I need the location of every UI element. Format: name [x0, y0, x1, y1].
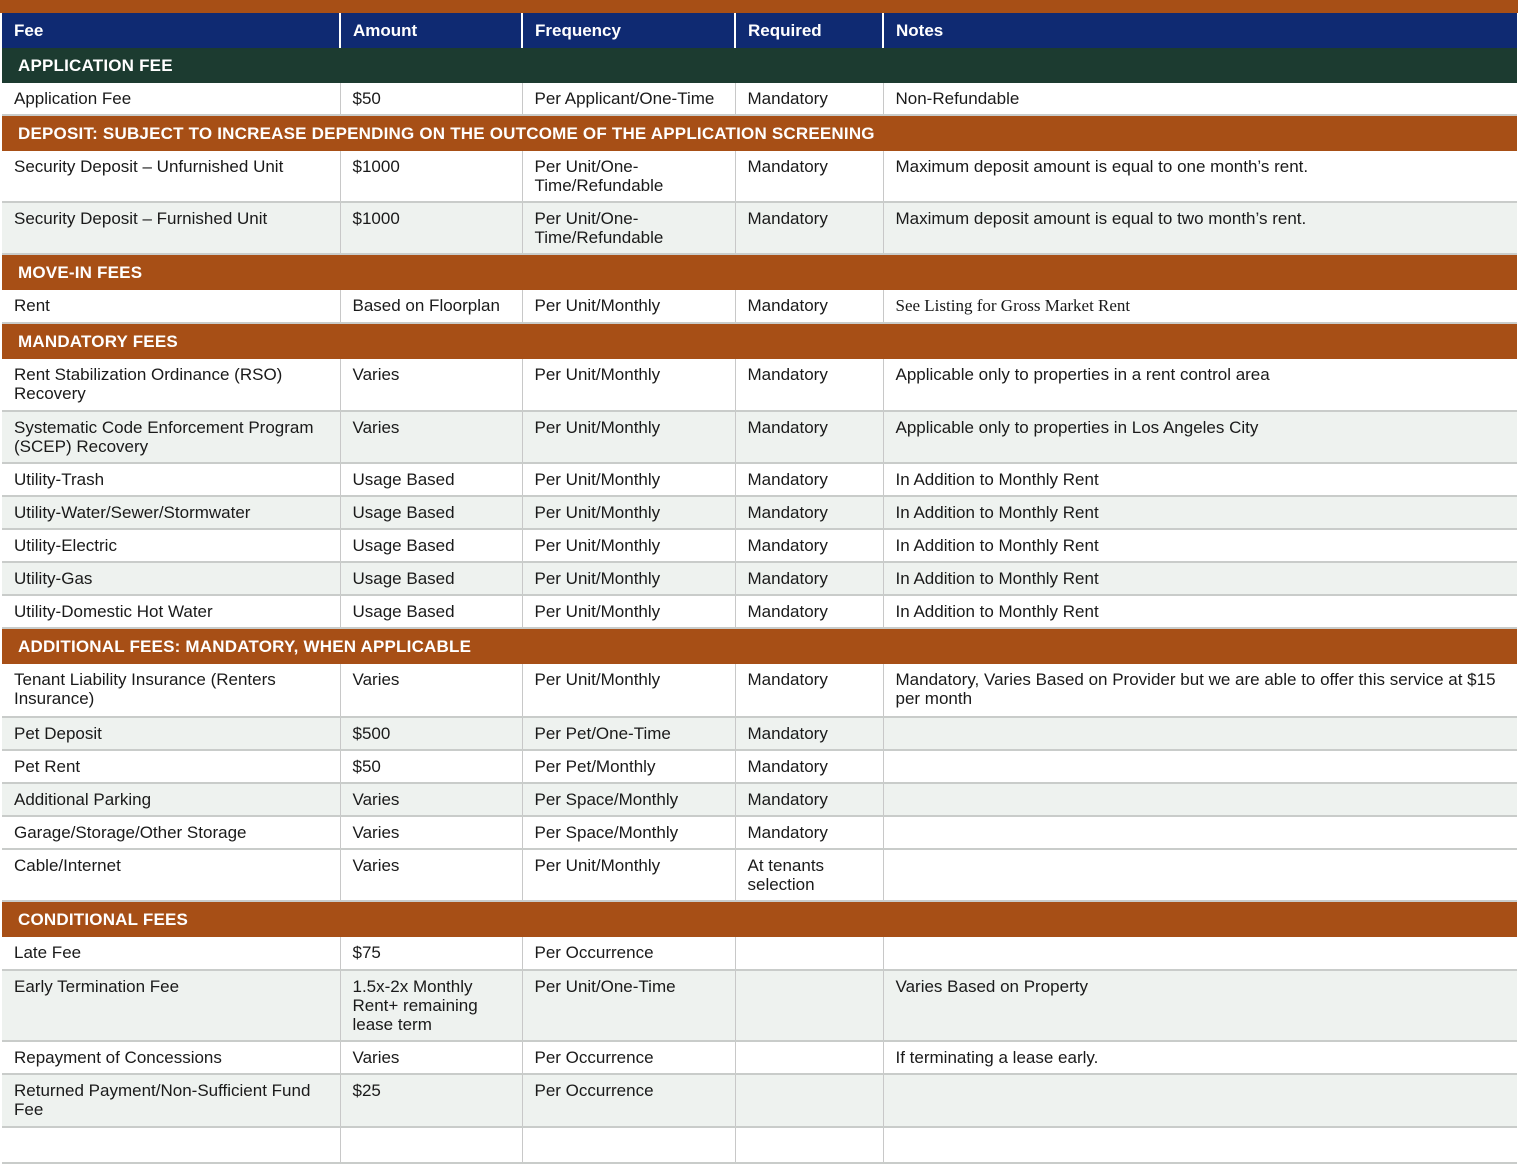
cell-fee: Returned Payment/Non-Sufficient Fund Fee [2, 1074, 340, 1127]
section-header-row [2, 901, 1517, 937]
cell-frequency: Per Unit/Monthly [522, 529, 735, 562]
cell-notes: In Addition to Monthly Rent [883, 463, 1517, 496]
cell-fee: Security Deposit – Furnished Unit [2, 202, 340, 254]
cell-required: Mandatory [735, 151, 883, 202]
cell-fee: Early Termination Fee [2, 970, 340, 1041]
cell-notes [883, 783, 1517, 816]
cell-amount: Usage Based [340, 562, 522, 595]
cell-frequency: Per Occurrence [522, 1074, 735, 1127]
cell-required: Mandatory [735, 783, 883, 816]
col-header-notes: Notes [883, 13, 1517, 48]
cell-notes [883, 1074, 1517, 1127]
cell-fee: Utility-Trash [2, 463, 340, 496]
cell-required [735, 937, 883, 970]
fee-table [2, 13, 1517, 1164]
cell-amount: $50 [340, 750, 522, 783]
cell-frequency: Per Unit/Monthly [522, 359, 735, 411]
section-title: ADDITIONAL FEES: MANDATORY, WHEN APPLICABLE [2, 628, 1517, 664]
cell-frequency: Per Space/Monthly [522, 816, 735, 849]
cell-required: At tenants selection [735, 849, 883, 901]
cell-required: Mandatory [735, 750, 883, 783]
cell-fee: Utility-Gas [2, 562, 340, 595]
cell-required: Mandatory [735, 202, 883, 254]
cell-empty [2, 1127, 340, 1163]
cell-fee: Repayment of Concessions [2, 1041, 340, 1074]
cell-notes: Non-Refundable [883, 83, 1517, 115]
cell-frequency: Per Unit/Monthly [522, 664, 735, 717]
col-header-frequency: Frequency [522, 13, 735, 48]
cell-fee: Late Fee [2, 937, 340, 970]
cell-frequency: Per Unit/Monthly [522, 290, 735, 323]
cell-frequency: Per Unit/One-Time/Refundable [522, 202, 735, 254]
table-row [2, 529, 1517, 562]
cell-fee: Pet Deposit [2, 717, 340, 750]
cell-amount: Varies [340, 359, 522, 411]
cell-amount: Varies [340, 816, 522, 849]
cell-amount: Varies [340, 664, 522, 717]
header-row [2, 13, 1517, 48]
table-row [2, 411, 1517, 463]
section-header-row [2, 115, 1517, 151]
cell-frequency: Per Unit/Monthly [522, 849, 735, 901]
col-header-amount: Amount [340, 13, 522, 48]
cell-required [735, 1041, 883, 1074]
cell-fee: Utility-Electric [2, 529, 340, 562]
cell-empty [340, 1127, 522, 1163]
cell-required: Mandatory [735, 496, 883, 529]
cell-notes [883, 937, 1517, 970]
table-row [2, 783, 1517, 816]
cell-empty [522, 1127, 735, 1163]
cell-required [735, 970, 883, 1041]
cell-frequency: Per Unit/Monthly [522, 595, 735, 628]
cell-amount: Usage Based [340, 463, 522, 496]
cell-frequency: Per Occurrence [522, 937, 735, 970]
cell-fee: Security Deposit – Unfurnished Unit [2, 151, 340, 202]
cell-frequency: Per Unit/One-Time [522, 970, 735, 1041]
table-row [2, 496, 1517, 529]
section-header-row [2, 628, 1517, 664]
cell-fee: Rent Stabilization Ordinance (RSO) Recovery [2, 359, 340, 411]
cell-notes: Applicable only to properties in Los Angeles City [883, 411, 1517, 463]
table-row [2, 1074, 1517, 1127]
section-title: APPLICATION FEE [2, 48, 1517, 83]
cell-notes [883, 750, 1517, 783]
cell-frequency: Per Unit/One-Time/Refundable [522, 151, 735, 202]
cell-amount: $1000 [340, 151, 522, 202]
cell-fee: Systematic Code Enforcement Program (SCEP) Recovery [2, 411, 340, 463]
cell-amount: Based on Floorplan [340, 290, 522, 323]
cell-amount: Usage Based [340, 496, 522, 529]
cell-notes [883, 849, 1517, 901]
cell-frequency: Per Applicant/One-Time [522, 83, 735, 115]
cell-amount: Varies [340, 411, 522, 463]
cell-notes: In Addition to Monthly Rent [883, 562, 1517, 595]
cell-required [735, 1074, 883, 1127]
top-accent-band [0, 0, 1518, 13]
cell-amount: 1.5x-2x Monthly Rent+ remaining lease term [340, 970, 522, 1041]
table-row [2, 750, 1517, 783]
section-title: DEPOSIT: SUBJECT TO INCREASE DEPENDING ON THE OUTCOME OF THE APPLICATION SCREENING [2, 115, 1517, 151]
cell-frequency: Per Occurrence [522, 1041, 735, 1074]
cell-notes: Applicable only to properties in a rent control area [883, 359, 1517, 411]
cell-required: Mandatory [735, 529, 883, 562]
cell-required: Mandatory [735, 816, 883, 849]
table-row [2, 463, 1517, 496]
cell-amount: Usage Based [340, 529, 522, 562]
cell-amount: $75 [340, 937, 522, 970]
cell-empty [735, 1127, 883, 1163]
cell-amount: $500 [340, 717, 522, 750]
cell-required: Mandatory [735, 562, 883, 595]
cell-notes: If terminating a lease early. [883, 1041, 1517, 1074]
cell-frequency: Per Pet/One-Time [522, 717, 735, 750]
col-header-fee: Fee [2, 13, 340, 48]
cell-fee: Pet Rent [2, 750, 340, 783]
cell-frequency: Per Pet/Monthly [522, 750, 735, 783]
cell-amount: Varies [340, 849, 522, 901]
cell-fee: Rent [2, 290, 340, 323]
cell-notes: In Addition to Monthly Rent [883, 595, 1517, 628]
cell-fee: Utility-Water/Sewer/Stormwater [2, 496, 340, 529]
cell-notes: In Addition to Monthly Rent [883, 496, 1517, 529]
cell-notes: In Addition to Monthly Rent [883, 529, 1517, 562]
cell-notes: Varies Based on Property [883, 970, 1517, 1041]
table-row [2, 849, 1517, 901]
cell-required: Mandatory [735, 290, 883, 323]
table-row [2, 202, 1517, 254]
cell-fee: Tenant Liability Insurance (Renters Insurance) [2, 664, 340, 717]
table-row-empty [2, 1127, 1517, 1163]
cell-required: Mandatory [735, 83, 883, 115]
table-row [2, 151, 1517, 202]
section-header-row [2, 323, 1517, 359]
cell-empty [883, 1127, 1517, 1163]
cell-amount: $1000 [340, 202, 522, 254]
cell-required: Mandatory [735, 717, 883, 750]
cell-fee: Utility-Domestic Hot Water [2, 595, 340, 628]
col-header-required: Required [735, 13, 883, 48]
cell-required: Mandatory [735, 359, 883, 411]
cell-required: Mandatory [735, 411, 883, 463]
cell-amount: $25 [340, 1074, 522, 1127]
cell-notes [883, 816, 1517, 849]
cell-frequency: Per Unit/Monthly [522, 411, 735, 463]
section-header-row [2, 48, 1517, 83]
section-header-row [2, 254, 1517, 290]
cell-required: Mandatory [735, 595, 883, 628]
table-row [2, 359, 1517, 411]
table-row [2, 595, 1517, 628]
cell-amount: Usage Based [340, 595, 522, 628]
fee-table-body [2, 48, 1517, 1163]
cell-frequency: Per Unit/Monthly [522, 496, 735, 529]
table-row [2, 83, 1517, 115]
cell-fee: Garage/Storage/Other Storage [2, 816, 340, 849]
table-row [2, 290, 1517, 323]
cell-frequency: Per Unit/Monthly [522, 562, 735, 595]
table-row [2, 816, 1517, 849]
table-row [2, 970, 1517, 1041]
cell-notes: See Listing for Gross Market Rent [883, 290, 1517, 323]
section-title: CONDITIONAL FEES [2, 901, 1517, 937]
cell-fee: Additional Parking [2, 783, 340, 816]
section-title: MOVE-IN FEES [2, 254, 1517, 290]
cell-amount: Varies [340, 783, 522, 816]
cell-notes: Maximum deposit amount is equal to two month’s rent. [883, 202, 1517, 254]
cell-amount: Varies [340, 1041, 522, 1074]
cell-fee: Application Fee [2, 83, 340, 115]
cell-amount: $50 [340, 83, 522, 115]
table-row [2, 937, 1517, 970]
table-row [2, 664, 1517, 717]
table-row [2, 562, 1517, 595]
cell-required: Mandatory [735, 463, 883, 496]
cell-frequency: Per Space/Monthly [522, 783, 735, 816]
cell-required: Mandatory [735, 664, 883, 717]
table-row [2, 1041, 1517, 1074]
cell-fee: Cable/Internet [2, 849, 340, 901]
table-row [2, 717, 1517, 750]
section-title: MANDATORY FEES [2, 323, 1517, 359]
cell-notes: Maximum deposit amount is equal to one month’s rent. [883, 151, 1517, 202]
cell-notes [883, 717, 1517, 750]
cell-frequency: Per Unit/Monthly [522, 463, 735, 496]
cell-notes: Mandatory, Varies Based on Provider but we are able to offer this service at $15 per month [883, 664, 1517, 717]
